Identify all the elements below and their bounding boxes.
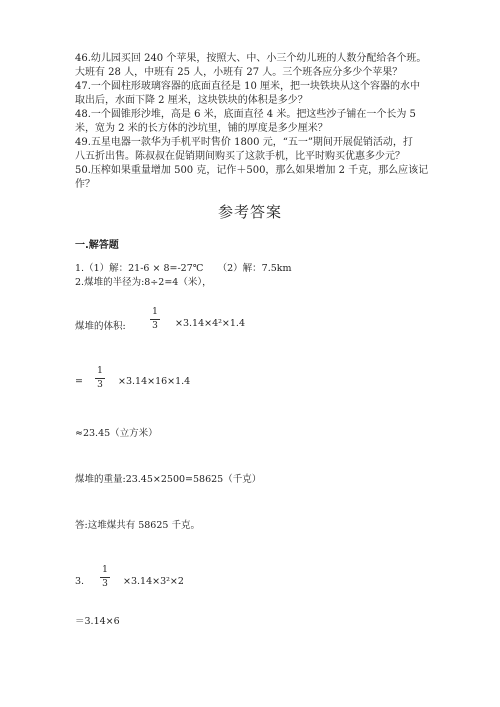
question-50-line-2: 作？ xyxy=(75,179,95,190)
answer-3-expression: ×3.14×3²×2 xyxy=(123,576,184,587)
question-48-line-2: 米，宽为 2 米的长方体的沙坑里，铺的厚度是多少厘米？ xyxy=(75,123,328,134)
answer-3-number: 3. xyxy=(75,576,85,587)
fraction-bar xyxy=(150,319,160,320)
answer-conclusion: 答:这堆煤共有 58625 千克。 xyxy=(75,520,200,531)
fraction-one-third xyxy=(100,565,110,590)
question-50-line-1: 50.压榨如果重量增加 500 克，记作＋500，那么如果增加 2 千克，那么应该记 xyxy=(75,165,429,176)
question-49-line-1: 49.五星电器一款华为手机平时售价 1800 元，“五一”期间开展促销活动，打 xyxy=(75,137,413,148)
coal-volume-label: 煤堆的体积: xyxy=(75,321,126,332)
fraction-denominator: 3 xyxy=(102,579,108,589)
question-47-line-1: 47.一个圆柱形玻璃容器的底面直径是 10 厘米，把一块铁块从这个容器的水中 xyxy=(75,81,420,92)
equals-sign: = xyxy=(75,376,83,387)
fraction-denominator: 3 xyxy=(97,380,103,390)
volume-step-expression: ×3.14×16×1.4 xyxy=(118,376,191,387)
fraction-bar xyxy=(100,577,110,578)
question-48-line-1: 48.一个圆锥形沙堆，高是 6 米，底面直径 4 米。把这些沙子铺在一个长为 5 xyxy=(75,109,416,120)
fraction-bar xyxy=(95,378,105,379)
question-46-line-2: 大班有 28 人，中班有 25 人，小班有 27 人。三个班各应分多少个苹果？ xyxy=(75,67,403,78)
answer-1: 1.（1）解：21-6 × 8=-27℃ （2）解：7.5km xyxy=(75,263,292,274)
fraction-numerator: 1 xyxy=(152,307,158,317)
fraction-numerator: 1 xyxy=(97,366,103,376)
answer-3-step: ＝3.14×6 xyxy=(75,616,120,627)
fraction-denominator: 3 xyxy=(152,321,158,331)
question-47-line-2: 取出后，水面下降 2 厘米，这块铁块的体积是多少？ xyxy=(75,95,308,106)
answers-title: 参考答案 xyxy=(217,203,282,221)
coal-volume-expression: ×3.14×4²×1.4 xyxy=(175,318,245,329)
coal-weight: 煤堆的重量:23.45×2500=58625（千克） xyxy=(75,474,262,485)
volume-approximation: ≈23.45（立方米） xyxy=(75,428,158,439)
question-46-line-1: 46.幼儿园买回 240 个苹果，按照大、中、小三个幼儿班的人数分配给各个班。 xyxy=(75,53,427,64)
section-heading: 一.解答题 xyxy=(75,240,119,251)
answer-2: 2.煤堆的半径为:8÷2=4（米）， xyxy=(75,277,212,288)
question-49-line-2: 八五折出售。陈叔叔在促销期间购买了这款手机，比平时购买优惠多少元？ xyxy=(75,151,405,162)
fraction-numerator: 1 xyxy=(102,565,108,575)
fraction-one-third xyxy=(95,366,105,391)
fraction-one-third xyxy=(150,307,160,332)
